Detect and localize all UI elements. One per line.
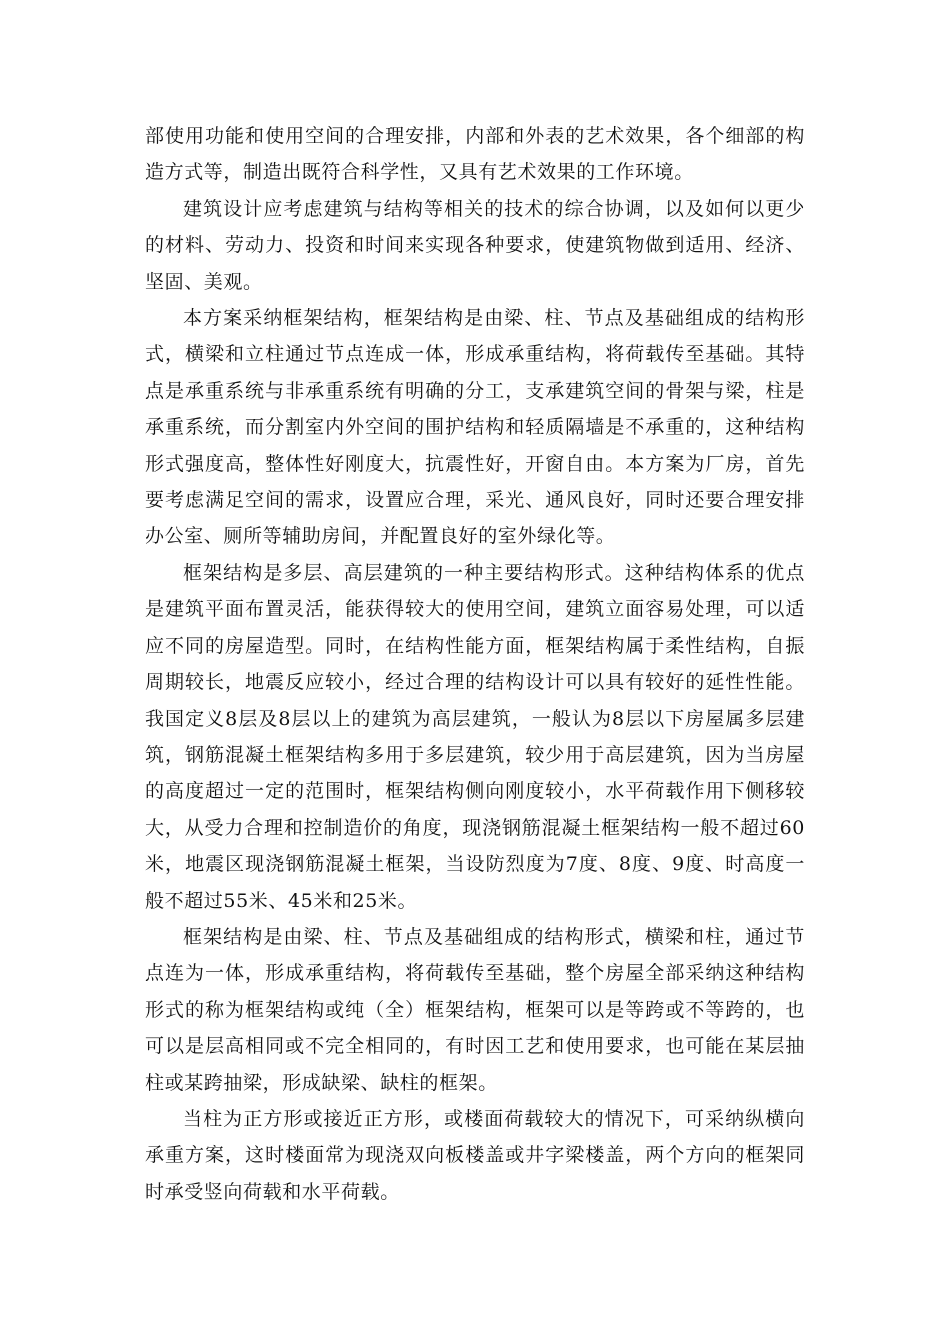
document-body [145,118,805,1210]
paragraph-bidirectional-bearing: 当柱为正方形或接近正方形，或楼面荷载较大的情况下，可采纳纵横向承重方案，这时楼面常为现浇双向板楼盖或井字梁楼盖，两个方向的框架同时承受竖向荷载和水平荷载。 [145,1107,805,1203]
paragraph-architecture-design: 建筑设计应考虑建筑与结构等相关的技术的综合协调，以及如何以更少的材料、劳动力、投资和时间来实现各种要求，使建筑物做到适用、经济、坚固、美观。 [145,197,805,293]
paragraph-frame-structure-scheme: 本方案采纳框架结构，框架结构是由梁、柱、节点及基础组成的结构形式，横梁和立柱通过节点连成一体，形成承重结构，将荷载传至基础。其特点是承重系统与非承重系统有明确的分工，支承建筑空间的骨架与梁，柱是承重系统，而分割室内外空间的围护结构和轻质隔墙是不承重的，这种结构形式强度高，整体性好刚度大，抗震性好，开窗自由。本方案为厂房，首先要考虑满足空间的需求，设置应合理，采光、通风良好，同时还要合理安排办公室、厕所等辅助房间，并配置良好的室外绿化等。 [145,307,805,548]
paragraph-continued: 部使用功能和使用空间的合理安排，内部和外表的艺术效果，各个细部的构造方式等，制造出既符合科学性，又具有艺术效果的工作环境。 [145,125,805,184]
paragraph-frame-structure-definition: 框架结构是由梁、柱、节点及基础组成的结构形式，横梁和柱，通过节点连为一体，形成承重结构，将荷载传至基础，整个房屋全部采纳这种结构形式的称为框架结构或纯（全）框架结构，框架可以是等跨或不等跨的，也可以是层高相同或不完全相同的，有时因工艺和使用要求，也可能在某层抽柱或某跨抽梁，形成缺梁、缺柱的框架。 [145,925,805,1094]
paragraph-frame-structure-advantages: 框架结构是多层、高层建筑的一种主要结构形式。这种结构体系的优点是建筑平面布置灵活，能获得较大的使用空间，建筑立面容易处理，可以适应不同的房屋造型。同时，在结构性能方面，框架结构属于柔性结构，自振周期较长，地震反应较小，经过合理的结构设计可以具有较好的延性性能。我国定义8层及8层以上的建筑为高层建筑，一般认为8层以下房屋属多层建筑，钢筋混凝土框架结构多用于多层建筑，较少用于高层建筑，因为当房屋的高度超过一定的范围时，框架结构侧向刚度较小，水平荷载作用下侧移较大，从受力合理和控制造价的角度，现浇钢筋混凝土框架结构一般不超过60米，地震区现浇钢筋混凝土框架，当设防烈度为7度、8度、9度、时高度一般不超过55米、45米和25米。 [145,561,805,912]
